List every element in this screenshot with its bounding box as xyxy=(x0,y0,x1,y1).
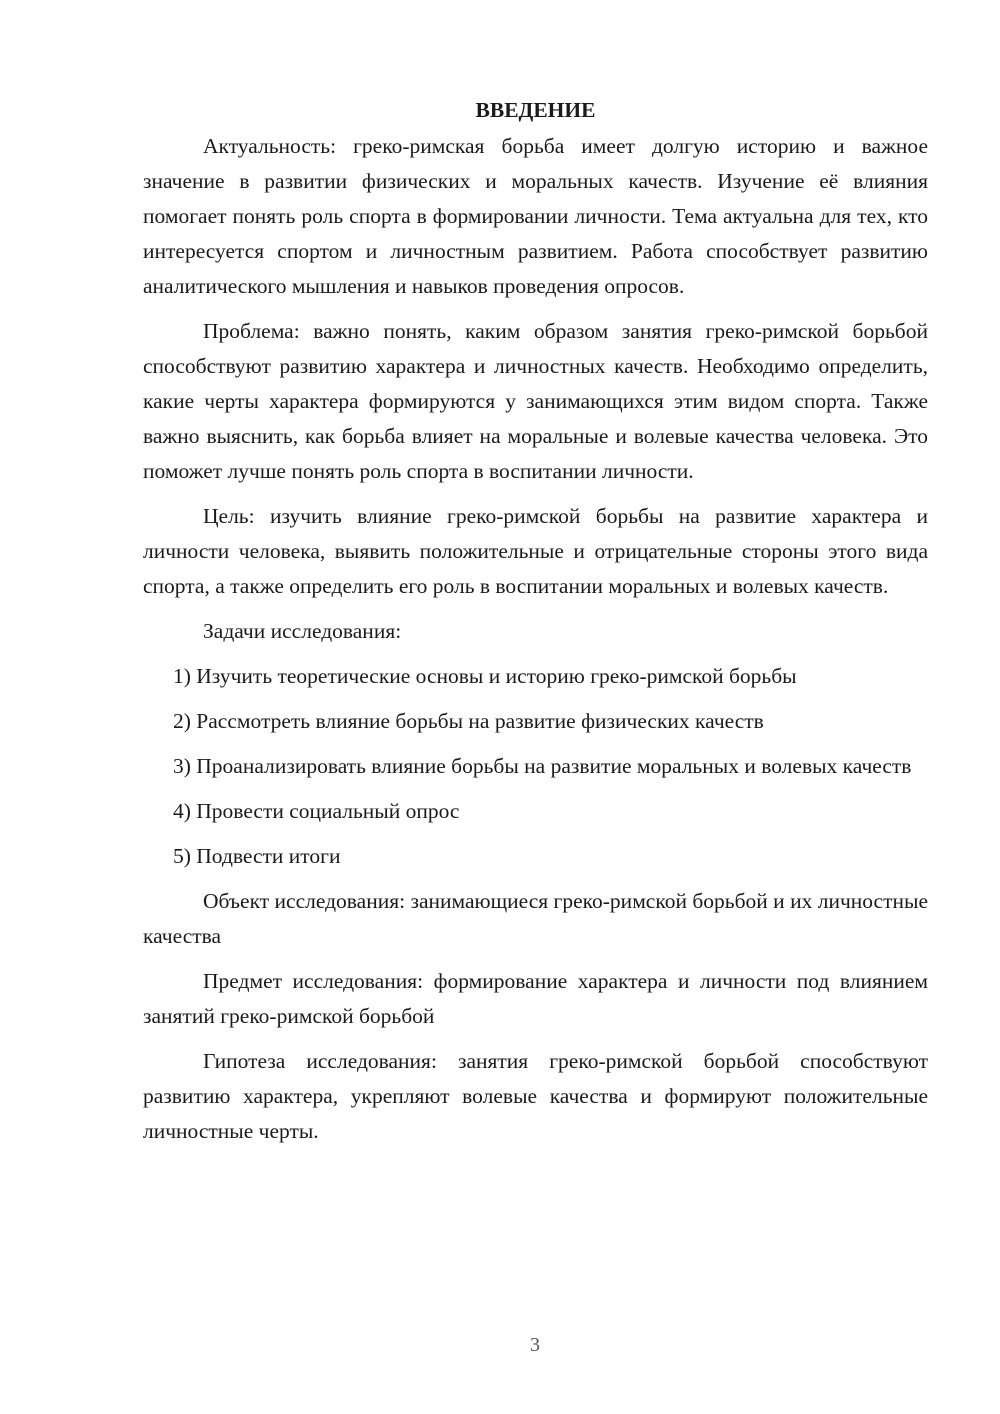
task-item: 4) Провести социальный опрос xyxy=(173,799,460,823)
subject-paragraph: Предмет исследования: формирование характера и личности под влиянием занятий греко-римской борьбой xyxy=(143,969,928,1028)
task-item: 1) Изучить теоретические основы и историю греко-римской борьбы xyxy=(173,664,797,688)
tasks-list xyxy=(143,659,928,874)
tasks-heading: Задачи исследования: xyxy=(203,619,402,643)
page-number: 3 xyxy=(530,1334,540,1356)
task-item: 3) Проанализировать влияние борьбы на развитие моральных и волевых качеств xyxy=(173,754,912,778)
relevance-paragraph: Актуальность: греко-римская борьба имеет долгую историю и важное значение в развитии физических и моральных качеств. Изучение её влияния помогает понять роль спорта в формировании личности. Тема актуальна для тех, кто интересуется спортом и личностным развитием. Работа способствует развитию аналитического мышления и навыков проведения опросов. xyxy=(143,134,928,298)
goal-paragraph: Цель: изучить влияние греко-римской борьбы на развитие характера и личности человека, выявить положительные и отрицательные стороны этого вида спорта, а также определить его роль в воспитании моральных и волевых качеств. xyxy=(143,504,928,598)
task-item: 5) Подвести итоги xyxy=(173,844,341,868)
task-item: 2) Рассмотреть влияние борьбы на развитие физических качеств xyxy=(173,709,764,733)
page-title: ВВЕДЕНИЕ xyxy=(475,98,596,122)
object-paragraph: Объект исследования: занимающиеся греко-римской борьбой и их личностные качества xyxy=(143,889,928,948)
hypothesis-paragraph: Гипотеза исследования: занятия греко-римской борьбой способствуют развитию характера, укрепляют волевые качества и формируют положительные личностные черты. xyxy=(143,1049,928,1143)
problem-paragraph: Проблема: важно понять, каким образом занятия греко-римской борьбой способствуют развитию характера и личностных качеств. Необходимо определить, какие черты характера формируются у занимающихся этим видом спорта. Также важно выяснить, как борьба влияет на моральные и волевые качества человека. Это поможет лучше понять роль спорта в воспитании личности. xyxy=(143,319,928,483)
page-content xyxy=(143,93,928,1159)
